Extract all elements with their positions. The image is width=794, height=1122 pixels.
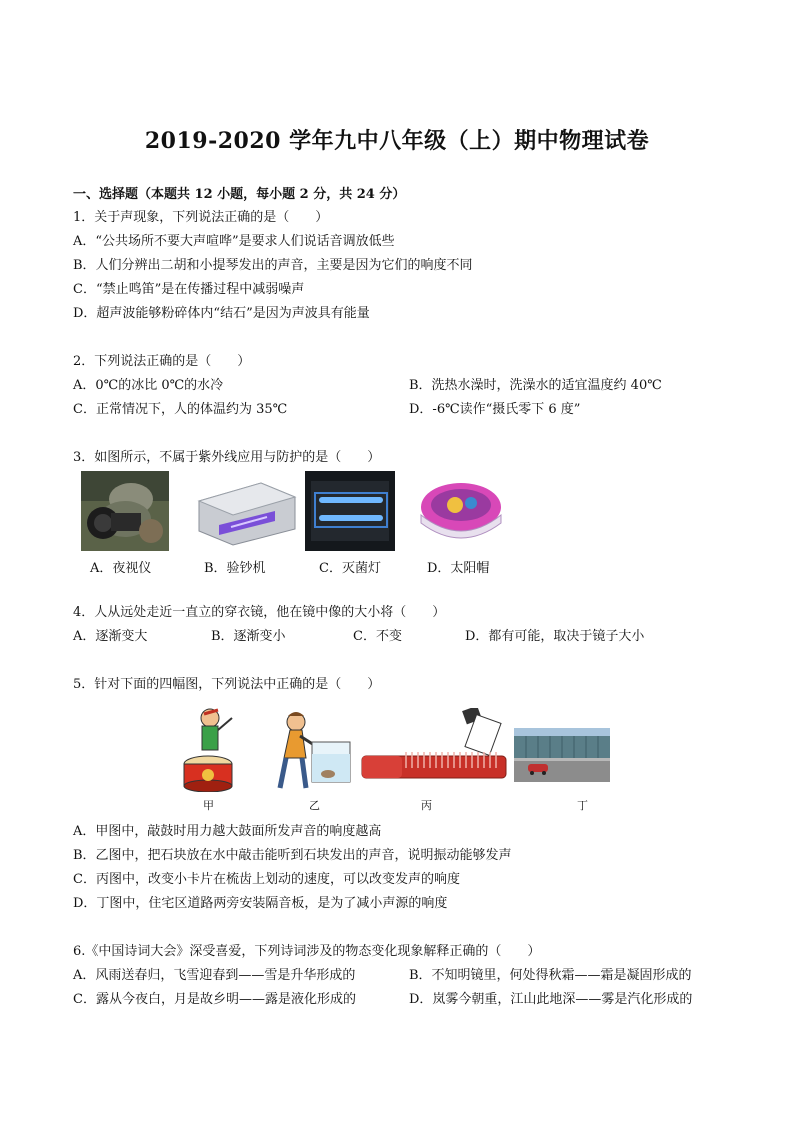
question-6-option-d: D．岚雾今朝重，江山此地深——雾是汽化形成的 xyxy=(409,992,693,1007)
comb-card-figure xyxy=(360,708,510,792)
question-1-option-d: D．超声波能够粉碎体内“结石”是因为声波具有能量 xyxy=(73,306,370,321)
question-4-option-a: A．逐渐变大 xyxy=(73,629,148,644)
question-4-option-b: B．逐渐变小 xyxy=(211,629,286,644)
question-1-option-b: B．人们分辨出二胡和小提琴发出的声音，主要是因为它们的响度不同 xyxy=(73,258,473,273)
question-4-option-d: D．都有可能，取决于镜子大小 xyxy=(465,629,645,644)
sterilizing-lamp-photo xyxy=(305,471,395,551)
question-5-option-d: D．丁图中，住宅区道路两旁安装隔音板，是为了减小声源的响度 xyxy=(73,896,448,911)
question-6-option-c: C．露从今夜白，月是故乡明——露是液化形成的 xyxy=(73,992,356,1007)
question-3-caption-b: B．验钞机 xyxy=(204,561,266,576)
stone-in-water-figure xyxy=(266,708,354,792)
question-5-option-a: A．甲图中，敲鼓时用力越大鼓面所发声音的响度越高 xyxy=(73,824,382,839)
question-1-option-c: C．“禁止鸣笛”是在传播过程中减弱噪声 xyxy=(73,282,305,297)
night-vision-photo xyxy=(81,471,169,551)
question-5-label-yi: 乙 xyxy=(309,799,320,812)
question-6-option-b: B．不知明镜里，何处得秋霜——霜是凝固形成的 xyxy=(409,968,692,983)
question-2-option-c: C．正常情况下，人的体温约为 35℃ xyxy=(73,402,288,417)
page-title: 2019-2020 学年九中八年级（上）期中物理试卷 xyxy=(144,128,650,154)
question-5-option-c: C．丙图中，改变小卡片在梳齿上划动的速度，可以改变发声的响度 xyxy=(73,872,460,887)
question-3-caption-d: D．太阳帽 xyxy=(427,561,490,576)
question-5-label-bing: 丙 xyxy=(421,799,432,812)
question-4-option-c: C．不变 xyxy=(353,629,402,644)
question-5-option-b: B．乙图中，把石块放在水中敲击能听到石块发出的声音，说明振动能够发声 xyxy=(73,848,512,863)
money-detector-photo xyxy=(191,471,299,551)
question-3-caption-a: A．夜视仪 xyxy=(90,561,152,576)
question-2-option-d: D．-6℃读作“摄氏零下 6 度” xyxy=(409,402,581,417)
question-6-option-a: A．风雨送春归，飞雪迎春到——雪是升华形成的 xyxy=(73,968,356,983)
drum-figure xyxy=(178,704,240,792)
question-2-option-b: B．洗热水澡时，洗澡水的适宜温度约 40℃ xyxy=(409,378,662,393)
question-1-option-a: A．“公共场所不要大声喧哗”是要求人们说话音调放低些 xyxy=(73,234,395,249)
sun-hat-photo xyxy=(411,471,511,551)
question-3-stem: 3．如图所示，不属于紫外线应用与防护的是（ ） xyxy=(73,450,381,465)
sound-barrier-road-figure xyxy=(514,728,610,782)
question-5-label-ding: 丁 xyxy=(577,799,588,812)
question-2-stem: 2．下列说法正确的是（ ） xyxy=(73,354,251,369)
question-5-label-jia: 甲 xyxy=(203,799,214,812)
question-5-stem: 5．针对下面的四幅图，下列说法中正确的是（ ） xyxy=(73,677,381,692)
question-4-stem: 4．人从远处走近一直立的穿衣镜，他在镜中像的大小将（ ） xyxy=(73,605,446,620)
question-3-caption-c: C．灭菌灯 xyxy=(319,561,381,576)
question-2-option-a: A．0℃的冰比 0℃的水冷 xyxy=(73,378,224,393)
question-6-stem: 6.《中国诗词大会》深受喜爱，下列诗词涉及的物态变化现象解释正确的（ ） xyxy=(73,944,541,959)
question-1-stem: 1．关于声现象，下列说法正确的是（ ） xyxy=(73,210,329,225)
section-heading: 一、选择题（本题共 12 小题，每小题 2 分，共 24 分） xyxy=(73,187,406,202)
